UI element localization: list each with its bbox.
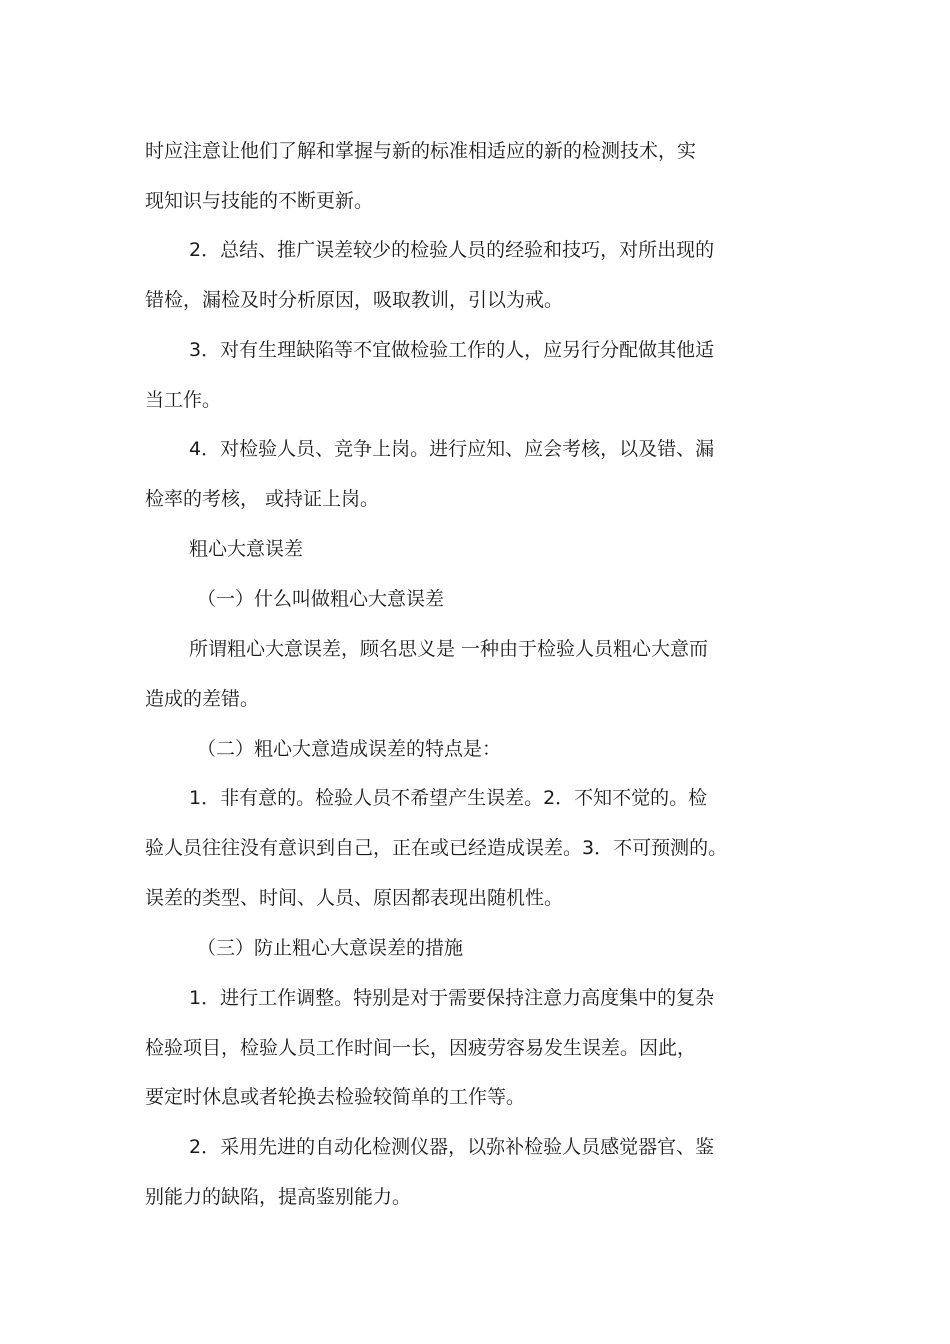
text-line: 检率的考核， 或持证上岗。 — [145, 488, 380, 510]
text-line: 3．对有生理缺陷等不宜做检验工作的人，应另行分配做其他适 — [189, 339, 715, 361]
section-heading: 粗心大意误差 — [189, 538, 304, 560]
text-line: 现知识与技能的不断更新。 — [145, 190, 374, 212]
text-line: 别能力的缺陷，提高鉴别能力。 — [145, 1186, 412, 1208]
text-line: 4．对检验人员、竞争上岗。进行应知、应会考核，以及错、漏 — [189, 438, 715, 460]
text-line: 2．采用先进的自动化检测仪器，以弥补检验人员感觉器官、鉴 — [189, 1136, 715, 1158]
text-line: 造成的差错。 — [145, 688, 260, 710]
subsection-heading: （一）什么叫做粗心大意误差 — [197, 588, 445, 610]
text-line: 1．进行工作调整。特别是对于需要保持注意力高度集中的复杂 — [189, 987, 715, 1009]
text-line: 误差的类型、时间、人员、原因都表现出随机性。 — [145, 887, 564, 909]
text-line: 1．非有意的。检验人员不希望产生误差。2．不知不觉的。检 — [189, 787, 708, 809]
text-line: 当工作。 — [145, 389, 222, 411]
subsection-heading: （三）防止粗心大意误差的措施 — [197, 937, 464, 959]
text-line: 验人员往往没有意识到自己，正在或已经造成误差。3．不可预测的。 — [145, 837, 728, 859]
text-line: 错检，漏检及时分析原因，吸取教训，引以为戒。 — [145, 289, 564, 311]
text-line: 时应注意让他们了解和掌握与新的标准相适应的新的检测技术，实 — [145, 140, 697, 162]
text-line: 2．总结、推广误差较少的检验人员的经验和技巧，对所出现的 — [189, 239, 715, 261]
subsection-heading: （二）粗心大意造成误差的特点是： — [197, 738, 502, 760]
text-line: 所谓粗心大意误差，顾名思义是 一种由于检验人员粗心大意而 — [189, 638, 709, 660]
text-line: 检验项目，检验人员工作时间一长，因疲劳容易发生误差。因此， — [145, 1037, 697, 1059]
text-line: 要定时休息或者轮换去检验较简单的工作等。 — [145, 1086, 526, 1108]
